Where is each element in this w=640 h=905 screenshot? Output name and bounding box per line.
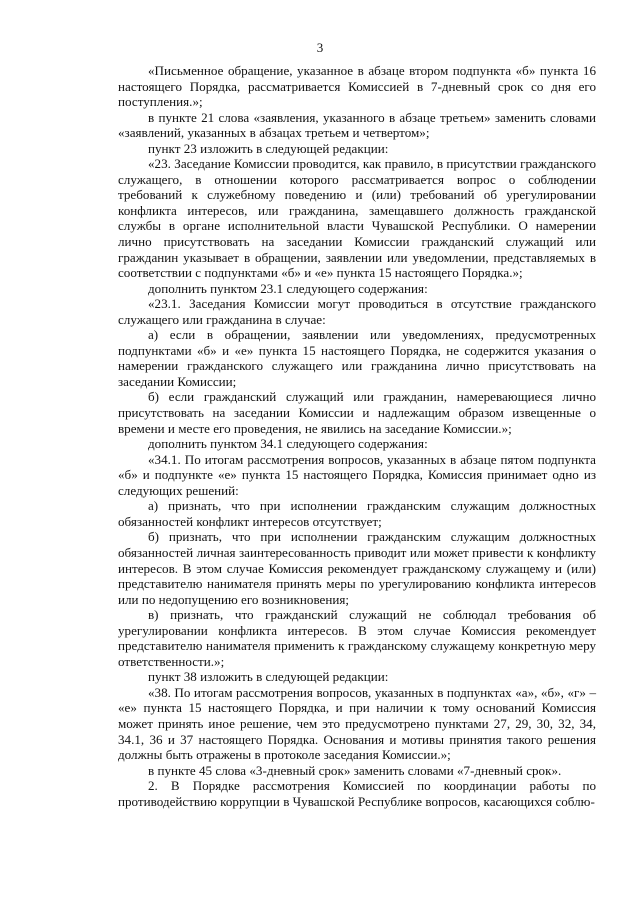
- paragraph: дополнить пунктом 23.1 следующего содержания:: [148, 280, 428, 296]
- paragraph: в пункте 21 слова «заявления, указанного в абзаце третьем» заменить словами «заявлений, указанных в абзацах третьем и четвертом»;: [118, 109, 596, 141]
- page-number: 3: [316, 40, 324, 55]
- paragraph: «38. По итогам рассмотрения вопросов, указанных в подпунктах «а», «б», «г» – «е» пункта 15 настоящего Порядка, и при наличии к тому оснований Комиссия может принять иное решение, чем это предусмотрено пунктами 27, 29, 30, 32, 34, 34.1, 36 и 37 настоящего Порядка. Основания и мотивы принятия такого решения должны быть отражены в протоколе заседания Комиссии.»;: [118, 684, 596, 763]
- paragraph: «34.1. По итогам рассмотрения вопросов, указанных в абзаце пятом подпункта «б» и подпункте «е» пункта 15 настоящего Порядка, Комиссия принимает одно из следующих решений:: [118, 451, 596, 498]
- paragraph: а) признать, что при исполнении гражданским служащим должностных обязанностей конфликт интересов отсутствует;: [118, 498, 596, 529]
- paragraph: б) признать, что при исполнении гражданским служащим должностных обязанностей личная заинтересованность приводит или может привести к конфликту интересов. В этом случае Комиссия рекомендует гражданскому служащему и (или) представителю нанимателя принять меры по урегулированию конфликта интересов или по недопущению его возникновения;: [118, 529, 596, 607]
- paragraph: в) признать, что гражданский служащий не соблюдал требования об урегулировании конфликта интересов. В этом случае Комиссия рекомендует представителю нанимателя применить к гражданскому служащему конкретную меру ответственности.»;: [118, 607, 596, 669]
- paragraph: пункт 23 изложить в следующей редакции:: [148, 140, 389, 156]
- paragraph: «23. Заседание Комиссии проводится, как правило, в присутствии гражданского служащего, в отношении которого рассматривается вопрос о соблюдении требований к служебному поведению и (или) требований об урегулировании конфликта интересов, или гражданина, замещавшего должность гражданской службы в органе исполнительной власти Чувашской Республики. О намерении лично присутствовать на заседании Комиссии гражданский служащий или гражданин указывает в обращении, заявлении или уведомлении, представляемых в соответствии с подпунктами «б» и «е» пункта 15 настоящего Порядка.»;: [118, 156, 596, 281]
- paragraph: «23.1. Заседания Комиссии могут проводиться в отсутствие гражданского служащего или гражданина в случае:: [118, 296, 596, 327]
- paragraph: «Письменное обращение, указанное в абзаце втором подпункта «б» пункта 16 настоящего Порядка, рассматривается Комиссией в 7-дневный срок со дня его поступления.»;: [118, 63, 596, 110]
- paragraph: б) если гражданский служащий или гражданин, намеревающиеся лично присутствовать на заседании Комиссии и надлежащим образом извещенные о времени и месте его проведения, не явились на заседание Комиссии.»;: [118, 389, 596, 436]
- paragraph: 2. В Порядке рассмотрения Комиссией по координации работы по противодействию коррупции в Чувашской Республике вопросов, касающихся соблю-: [118, 778, 596, 809]
- document-body: [118, 63, 596, 809]
- paragraph: дополнить пунктом 34.1 следующего содержания:: [148, 436, 428, 452]
- paragraph: в пункте 45 слова «3-дневный срок» заменить словами «7-дневный срок».: [148, 762, 562, 778]
- paragraph: пункт 38 изложить в следующей редакции:: [148, 669, 389, 685]
- paragraph: а) если в обращении, заявлении или уведомлениях, предусмотренных подпунктами «б» и «е» пункта 15 настоящего Порядка, не содержится указания о намерении гражданского служащего или гражданина лично присутствовать на заседании Комиссии;: [118, 327, 596, 389]
